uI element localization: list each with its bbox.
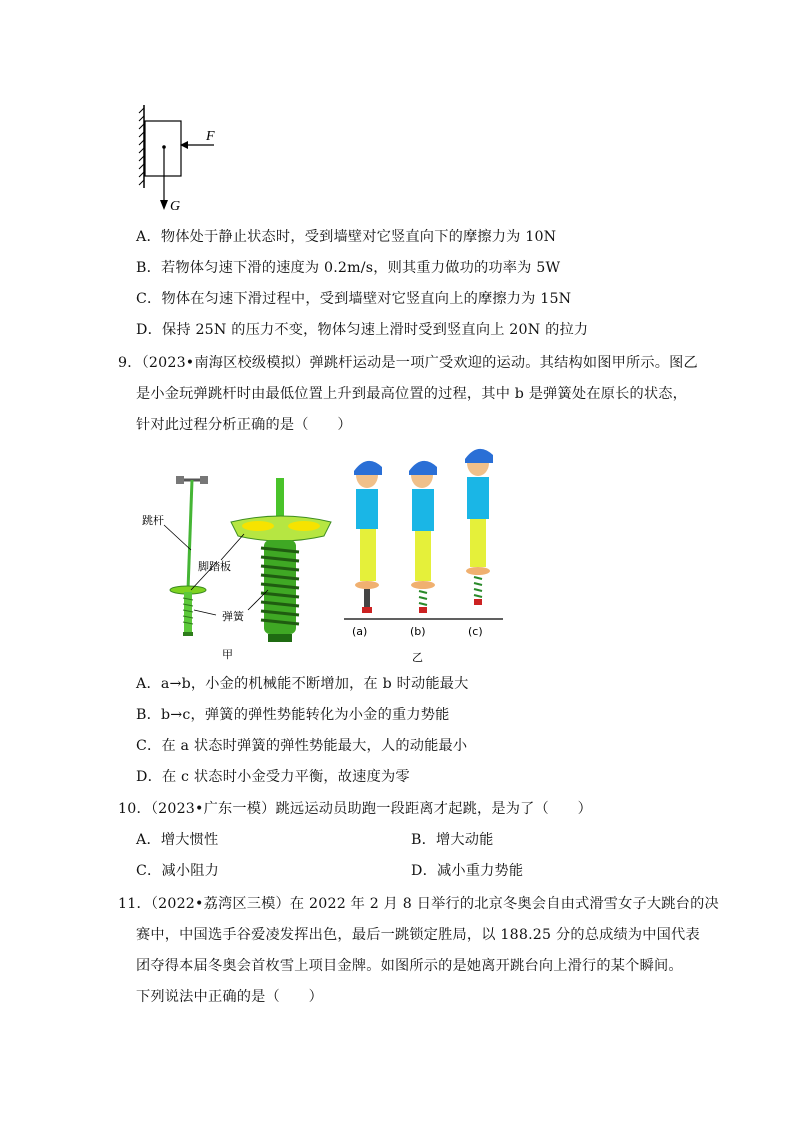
q9-option-c: C．在 a 状态时弹簧的弹性势能最大，人的动能最小 (136, 738, 468, 754)
block-wall-figure (130, 100, 230, 215)
person-c (465, 449, 493, 605)
label-b: (b) (410, 625, 426, 638)
q10-option-d: D．减小重力势能 (411, 863, 524, 879)
jumping-sequence-figure (340, 445, 510, 667)
q11-stem-line1: 11．（2022•荔湾区三模）在 2022 年 2 月 8 日举行的北京冬奥会自由式滑雪女子大跳台的决 (118, 896, 719, 912)
person-a (354, 461, 382, 613)
label-pole: 跳杆 (142, 514, 164, 527)
q8-option-d: D．保持 25N 的压力不变，物体匀速上滑时受到竖直向上 20N 的拉力 (136, 322, 589, 338)
label-G: G (170, 199, 181, 214)
label-pedal: 脚踏板 (198, 560, 231, 573)
q10-stem: 10．（2023•广东一模）跳远运动员助跑一段距离才起跳，是为了（ ） (118, 801, 593, 817)
q11-stem-line3: 团夺得本届冬奥会首枚雪上项目金牌。如图所示的是她离开跳台向上滑行的某个瞬间。 (136, 958, 683, 974)
label-jia: 甲 (222, 648, 233, 661)
label-c: (c) (468, 625, 483, 638)
label-yi: 乙 (412, 651, 423, 664)
q8-option-a: A．物体处于静止状态时，受到墙壁对它竖直向下的摩擦力为 10N (136, 229, 557, 245)
label-spring: 弹簧 (222, 610, 244, 623)
q10-option-a: A．增大惯性 (136, 832, 219, 848)
label-a: (a) (352, 625, 368, 638)
q9-option-a: A．a→b，小金的机械能不断增加，在 b 时动能最大 (136, 676, 469, 692)
q9-option-b: B．b→c，弹簧的弹性势能转化为小金的重力势能 (136, 707, 450, 723)
q9-stem-line3: 针对此过程分析正确的是（ ） (136, 417, 352, 433)
q11-stem-line2: 赛中，中国选手谷爱凌发挥出色，最后一跳锁定胜局，以 188.25 分的总成绩为中国代表 (136, 927, 700, 943)
q10-option-c: C．减小阻力 (136, 863, 219, 879)
person-b (409, 461, 437, 613)
q8-option-b: B．若物体匀速下滑的速度为 0.2m/s，则其重力做功的功率为 5W (136, 260, 561, 276)
block (145, 121, 181, 176)
q9-stem-line2: 是小金玩弹跳杆时由最低位置上升到最高位置的过程，其中 b 是弹簧处在原长的状态， (136, 386, 688, 402)
q10-option-b: B．增大动能 (411, 832, 494, 848)
q9-option-d: D．在 c 状态时小金受力平衡，故速度为零 (136, 769, 410, 785)
q11-stem-line4: 下列说法中正确的是（ ） (136, 989, 324, 1005)
q9-stem-line1: 9．（2023•南海区校级模拟）弹跳杆运动是一项广受欢迎的运动。其结构如图甲所示。图乙 (118, 355, 698, 371)
label-F: F (206, 129, 215, 144)
q8-option-c: C．物体在匀速下滑过程中，受到墙壁对它竖直向上的摩擦力为 15N (136, 291, 572, 307)
pogo-stick-figure (136, 450, 336, 665)
